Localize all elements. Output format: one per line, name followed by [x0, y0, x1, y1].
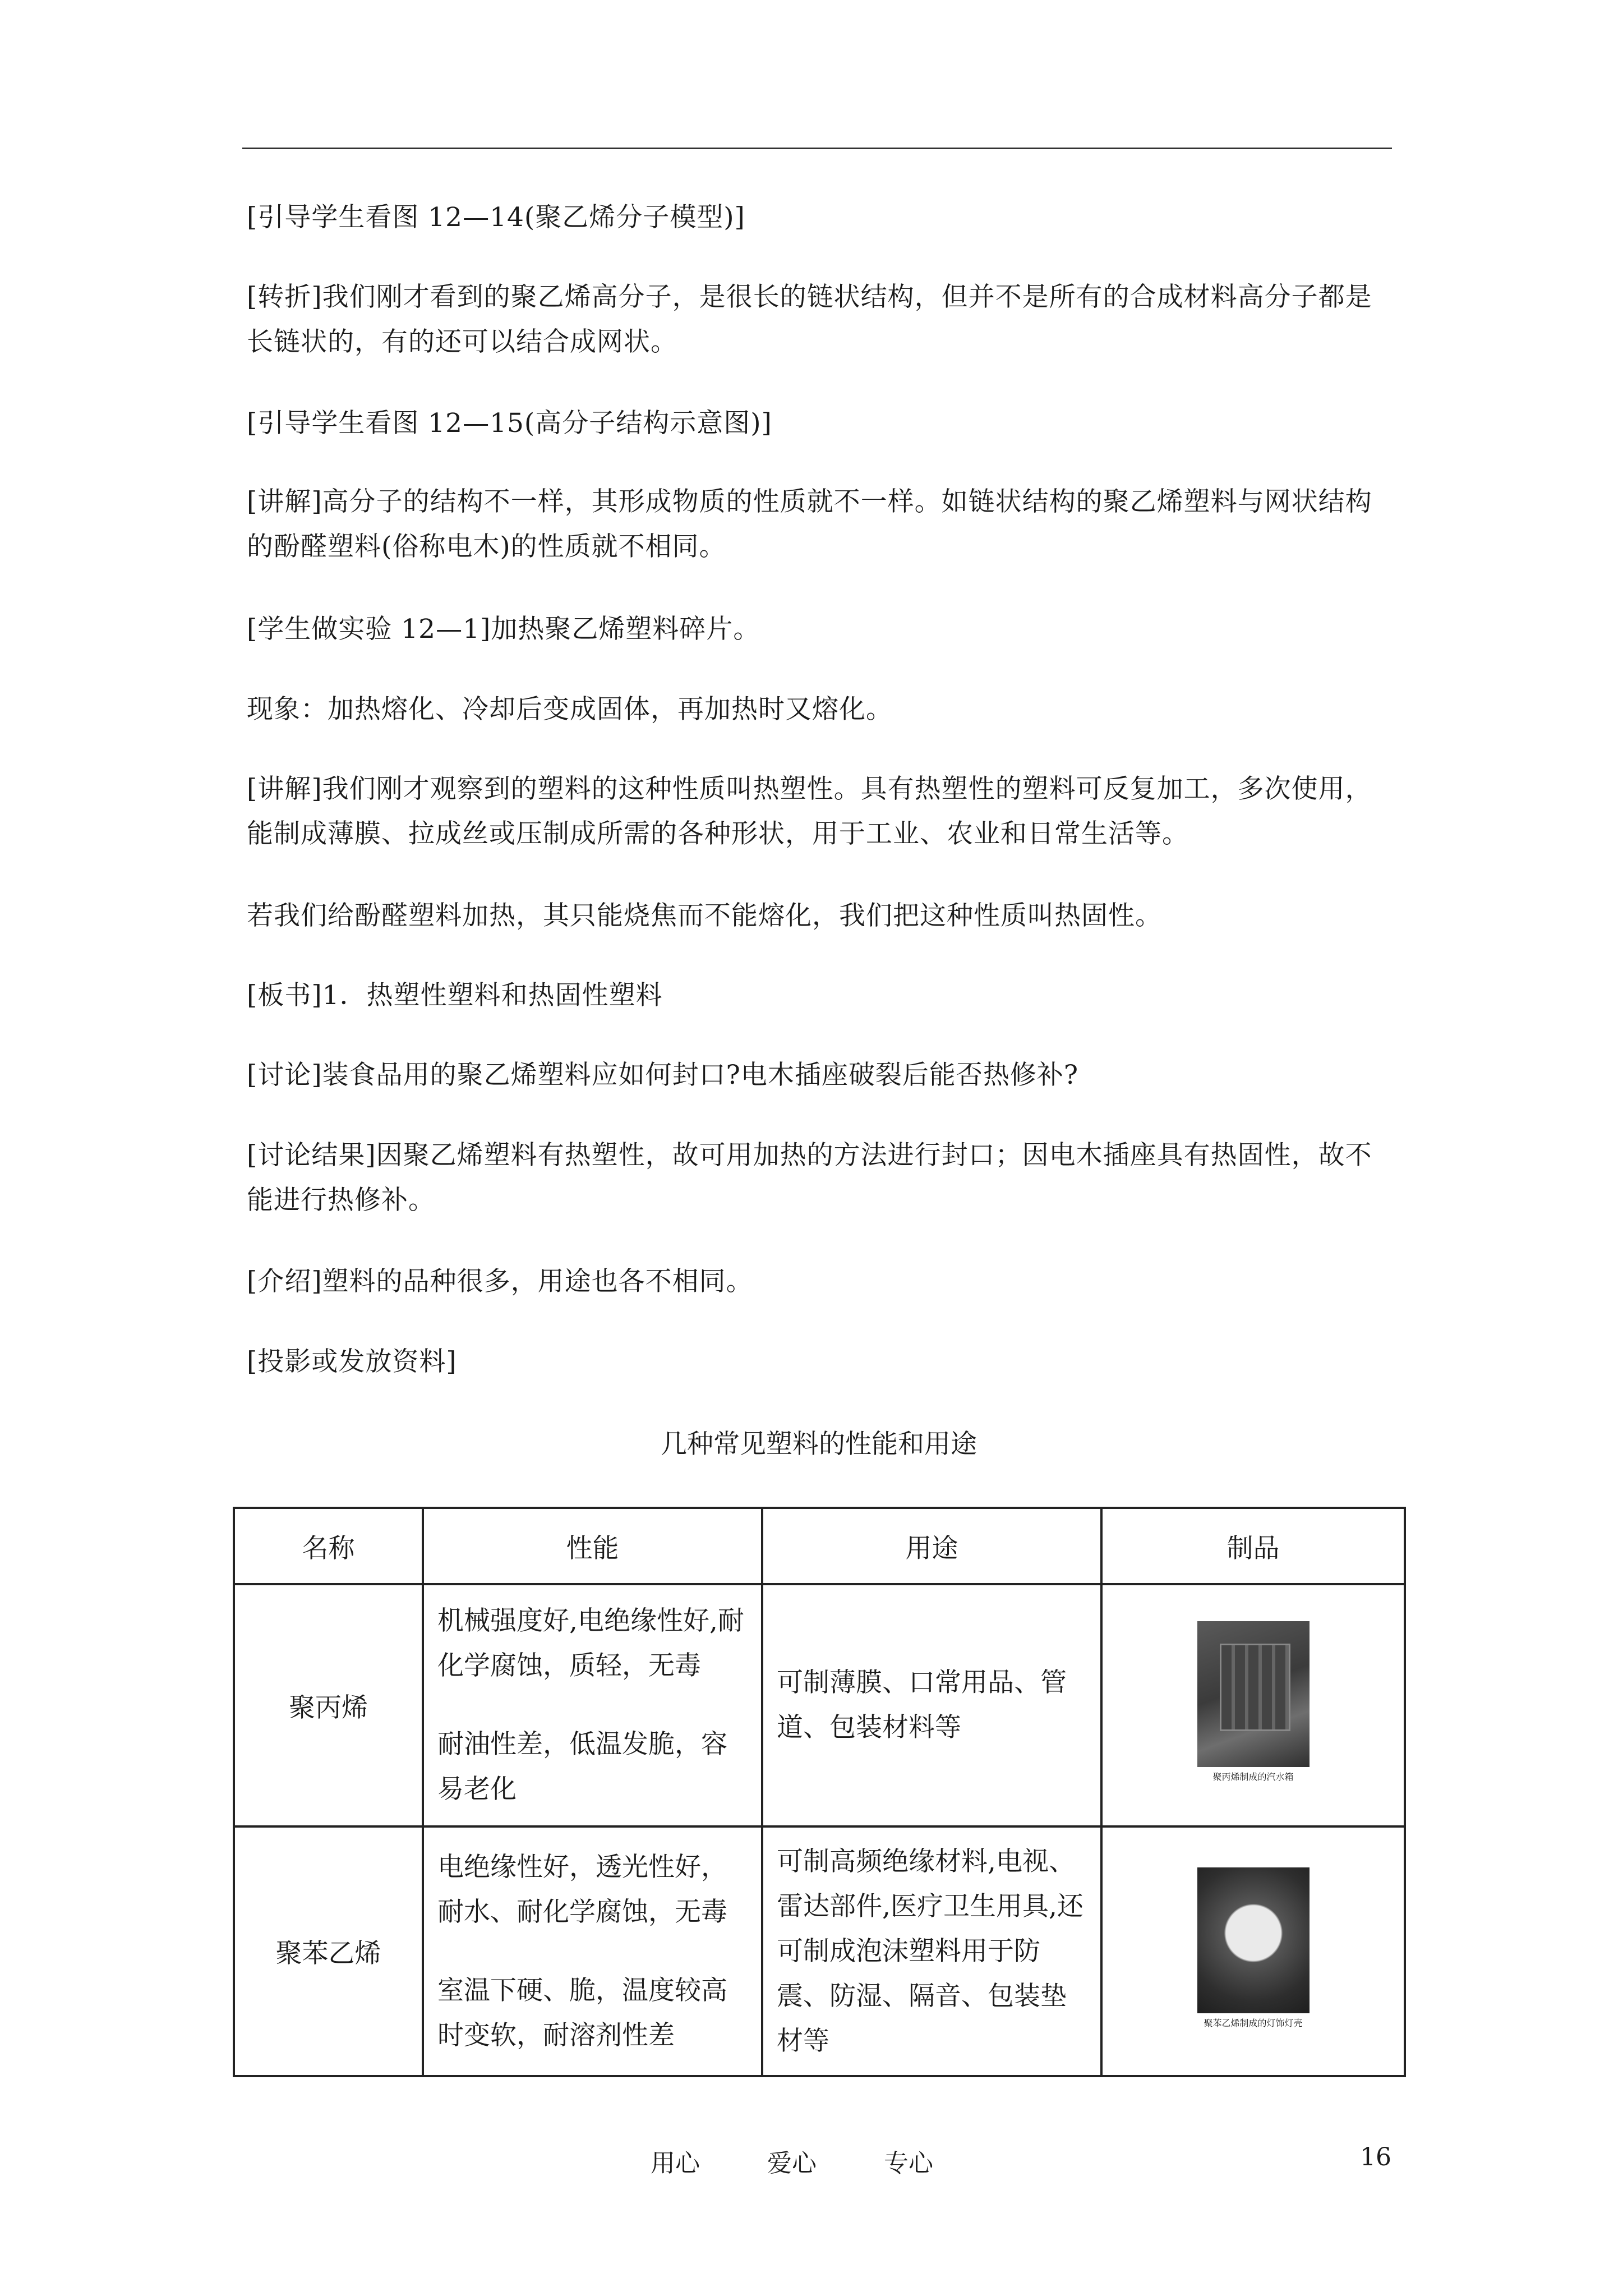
soda-crate-image — [1197, 1621, 1310, 1767]
paragraph-3: [引导学生看图 12—15(高分子结构示意图)] — [247, 408, 772, 439]
header-rule — [242, 148, 1392, 149]
motto-word: 用心 — [651, 2149, 700, 2178]
paragraph-12: [介绍]塑料的品种很多，用途也各不相同。 — [247, 1266, 753, 1297]
paragraph-7: [讲解]我们刚才观察到的塑料的这种性质叫热塑性。具有热塑性的塑料可反复加工，多次使用，能制成薄膜、拉成丝或压制成所需的各种形状，用于工业、农业和日常生活等。 — [247, 774, 1372, 849]
properties-advantages: 机械强度好,电绝缘性好,耐化学腐蚀，质轻，无毒 — [437, 1605, 744, 1681]
motto-word: 专心 — [884, 2149, 933, 2178]
properties-cell — [423, 1826, 762, 2076]
header-name: 名称 — [234, 1508, 423, 1584]
paragraph-5: [学生做实验 12—1]加热聚乙烯塑料碎片。 — [247, 614, 760, 645]
paragraph-9: [板书]1．热塑性塑料和热固性塑料 — [247, 980, 663, 1011]
properties-advantages: 电绝缘性好，透光性好，耐水、耐化学腐蚀，无毒 — [437, 1851, 727, 1927]
paragraph-8: 若我们给酚醛塑料加热，其只能烧焦而不能熔化，我们把这种性质叫热固性。 — [247, 900, 1162, 931]
plastic-name: 聚苯乙烯 — [234, 1826, 423, 2076]
lamp-globe-image — [1197, 1867, 1310, 2013]
product-photo — [1192, 1867, 1315, 2036]
properties-cell — [423, 1584, 762, 1826]
paragraph-1: [引导学生看图 12—14(聚乙烯分子模型)] — [247, 202, 745, 233]
plastic-name: 聚丙烯 — [234, 1584, 423, 1826]
header-uses: 用途 — [762, 1508, 1101, 1584]
uses-cell: 可制高频绝缘材料,电视、雷达部件,医疗卫生用具,还可制成泡沫塑料用于防震、防湿、隔音、包装垫材等 — [762, 1826, 1101, 2076]
photo-caption: 聚丙烯制成的汽水箱 — [1212, 1772, 1294, 1782]
table-row — [234, 1826, 1405, 2076]
paragraph-2: [转折]我们刚才看到的聚乙烯高分子，是很长的链状结构，但并不是所有的合成材料高分子都是长链状的，有的还可以结合成网状。 — [247, 282, 1372, 357]
table-header-row — [234, 1508, 1405, 1584]
product-photo — [1192, 1621, 1315, 1789]
header-products: 制品 — [1101, 1508, 1405, 1584]
paragraph-10: [讨论]装食品用的聚乙烯塑料应如何封口?电木插座破裂后能否热修补? — [247, 1060, 1079, 1091]
motto-word: 爱心 — [767, 2149, 817, 2178]
paragraph-6: 现象：加热熔化、冷却后变成固体，再加热时又熔化。 — [247, 694, 893, 725]
table-title: 几种常见塑料的性能和用途 — [661, 1429, 977, 1460]
product-photo-cell — [1101, 1826, 1405, 2076]
footer-motto — [651, 2143, 933, 2179]
photo-caption: 聚苯乙烯制成的灯饰灯壳 — [1204, 2017, 1303, 2028]
uses-cell: 可制薄膜、口常用品、管道、包装材料等 — [762, 1584, 1101, 1826]
paragraph-4: [讲解]高分子的结构不一样，其形成物质的性质就不一样。如链状结构的聚乙烯塑料与网状结构的酚醛塑料(俗称电木)的性质就不相同。 — [247, 486, 1372, 562]
paragraph-11: [讨论结果]因聚乙烯塑料有热塑性，故可用加热的方法进行封口；因电木插座具有热固性，故不能进行热修补。 — [247, 1140, 1372, 1216]
header-properties: 性能 — [423, 1508, 762, 1584]
paragraph-13: [投影或发放资料] — [247, 1346, 457, 1377]
table-row — [234, 1584, 1405, 1826]
product-photo-cell — [1101, 1584, 1405, 1826]
plastics-table — [233, 1507, 1406, 2077]
properties-disadvantages: 室温下硬、脆，温度较高时变软，耐溶剂性差 — [437, 1975, 727, 2051]
properties-disadvantages: 耐油性差，低温发脆，容易老化 — [437, 1729, 727, 1805]
page-number: 16 — [1360, 2143, 1391, 2171]
